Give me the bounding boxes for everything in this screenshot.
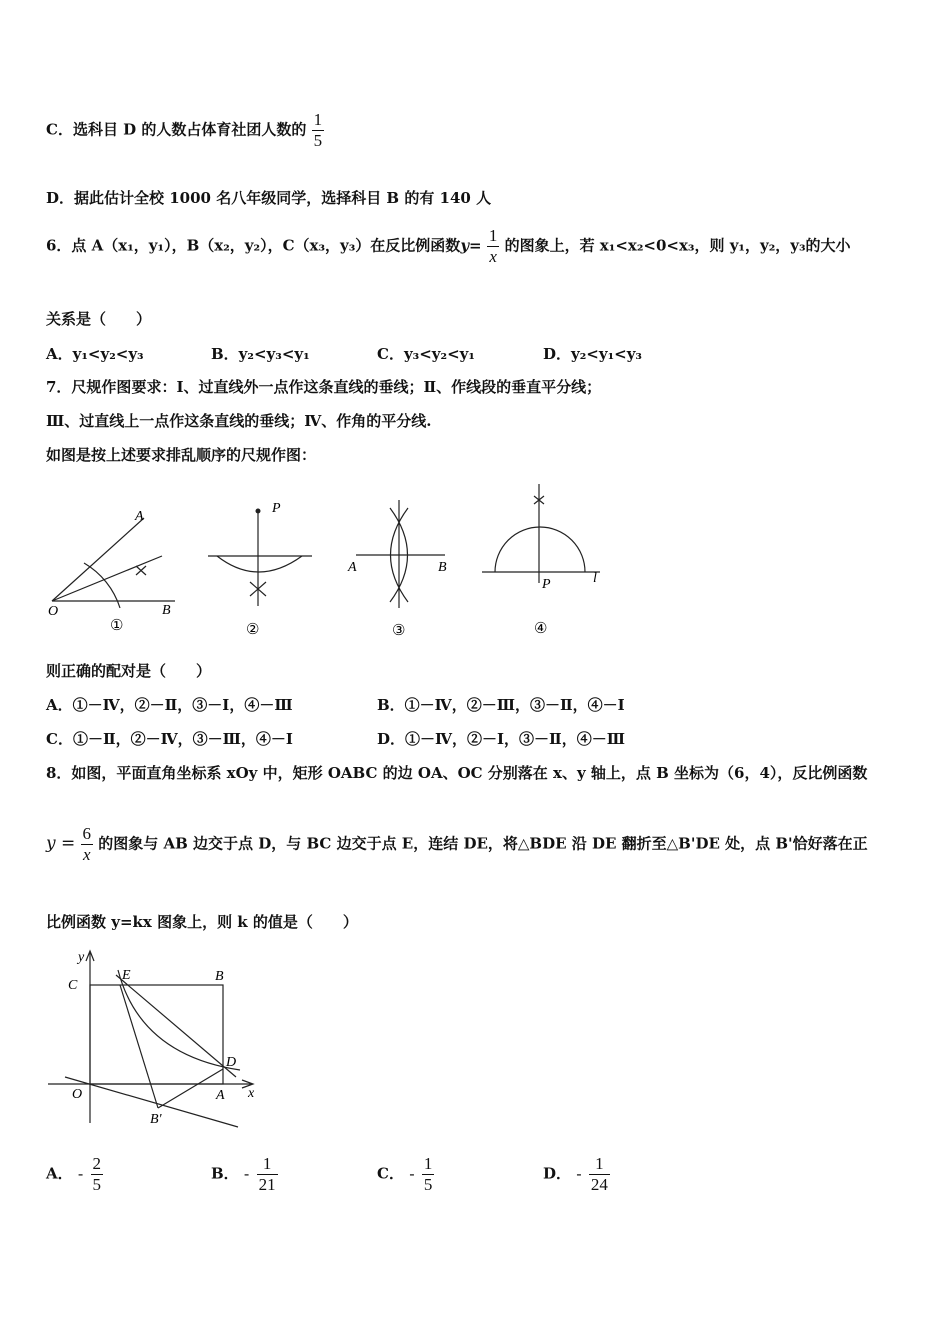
q8-option-a [46,1154,103,1195]
option-sign: - [409,1163,415,1183]
fig2-number: ② [246,622,260,638]
option-fraction [257,1154,278,1195]
option-sign: - [576,1163,582,1183]
q6-part2: 的图象上，若 x₁<x₂<0<x₃，则 y₁，y₂，y₃的大小 [504,236,851,255]
segment-b-prime-d [158,1069,223,1108]
q7-line3: 如图是按上述要求排乱顺序的尺规作图： [46,446,317,464]
label-e: E [122,968,131,983]
q7-option-d: D．①－Ⅳ，②－Ⅰ，③－Ⅱ，④－Ⅲ [377,730,625,748]
option-sign: - [77,1163,84,1183]
option-fraction [91,1154,104,1195]
fig1-cross-mark [136,566,146,575]
q8-option-b [211,1154,278,1195]
q6-line2: 关系是（ ） [46,310,152,328]
q5-option-c-fraction [312,110,325,151]
fraction-denominator: 5 [423,1175,433,1194]
q6-stem [46,226,851,267]
fig4-semicircle [495,527,585,572]
q7-option-b: B．①－Ⅳ，②－Ⅲ，③－Ⅱ，④－Ⅰ [377,696,625,714]
q6-fraction [487,226,500,267]
fraction-denominator: 24 [590,1175,608,1194]
q8-coordinate-figure [40,945,270,1135]
q7-option-c: C．①－Ⅱ，②－Ⅳ，③－Ⅲ，④－Ⅰ [46,730,293,748]
fraction-denominator-x: x [489,247,497,266]
q7-line2: Ⅲ、过直线上一点作这条直线的垂线；Ⅳ、作角的平分线. [46,412,432,430]
q7-option-a: A．①－Ⅳ，②－Ⅱ，③－Ⅰ，④－Ⅲ [46,696,293,714]
fraction-numerator: 1 [423,1154,433,1173]
fraction-denominator [487,246,500,267]
q7-question: 则正确的配对是（ ） [46,662,212,680]
fig2-arc [217,556,302,572]
q8-line2-wrap [46,824,868,865]
label-b-prime: B' [150,1112,162,1127]
figure-3-perpendicular-bisector [356,500,445,608]
label-x: x [248,1086,255,1101]
fraction-denominator: 21 [258,1175,276,1194]
fraction-numerator: 1 [488,226,498,245]
q5-option-d: D．据此估计全校 1000 名八年级同学，选择科目 B 的有 140 人 [46,189,492,207]
q6-option-a: A．y₁<y₂<y₃ [46,345,144,363]
fraction-numerator: 1 [595,1154,604,1173]
q8-line1: 8．如图，平面直角坐标系 xOy 中，矩形 OABC 的边 OA、OC 分别落在 x、y 轴上，点 B 坐标为（6，4），反比例函数 [46,764,868,782]
option-sign: - [243,1163,250,1183]
fraction-denominator: 5 [313,131,323,150]
q6-option-c: C．y₃<y₂<y₁ [377,345,475,363]
option-fraction [589,1154,610,1195]
fig1-bisector [52,556,162,601]
figure-2-perpendicular-from-point [208,510,312,606]
fig1-label-o: O [48,604,59,619]
q5-option-c-text: C．选科目 D 的人数占体育社团人数的 [46,120,307,139]
option-fraction [422,1154,435,1195]
fig1-ray-oa [52,518,144,601]
fig3-label-a: A [348,560,357,575]
fig3-label-b: B [438,560,447,575]
label-c: C [68,978,78,993]
q6-option-d: D．y₂<y₁<y₃ [543,345,643,363]
fig1-label-a: A [135,509,144,524]
fig4-label-p: P [542,577,551,592]
q8-func-y: y = [46,833,76,854]
segment-de [116,975,236,1077]
label-b: B [215,969,224,984]
q7-line1: 7．尺规作图要求：Ⅰ、过直线外一点作这条直线的垂线；Ⅱ、作线段的垂直平分线； [46,378,602,396]
q8-option-d [543,1154,610,1195]
fig2-point-p [256,509,261,514]
fraction-denominator [81,844,94,865]
fig2-label-p: P [272,501,281,516]
fraction-numerator: 1 [313,110,323,129]
q7-construction-figures [40,478,620,648]
q8-line2: 的图象与 AB 边交于点 D，与 BC 边交于点 E，连结 DE，将△BDE 沿 DE 翻折至△B'DE 处，点 B'恰好落在正 [98,834,868,853]
q6-part1: 6．点 A（x₁，y₁），B（x₂，y₂），C（x₃，y₃）在反比例函数 [46,236,461,255]
segment-eb-prime [120,985,158,1108]
q6-y-eq: y= [460,236,482,255]
label-y: y [78,950,85,965]
q8-option-c [377,1154,434,1195]
fraction-numerator: 6 [82,824,91,843]
figure-1-angle-bisector [52,518,175,608]
fig1-label-b: B [162,603,171,618]
fraction-numerator: 1 [262,1154,272,1173]
fig3-number: ③ [392,623,406,639]
q8-func-fraction [81,824,94,865]
q6-option-b: B．y₂<y₃<y₁ [211,345,310,363]
fraction-denominator-x: x [82,845,91,864]
figure-4-perpendicular-on-line [482,484,600,583]
fig4-label-l: l [593,571,597,586]
fraction-denominator: 5 [92,1175,102,1194]
label-a: A [216,1088,225,1103]
fig4-number: ④ [534,621,548,637]
option-label: D． [543,1164,572,1183]
fraction-numerator: 2 [92,1154,102,1173]
q5-option-c [46,110,324,151]
label-o: O [72,1087,83,1102]
option-label: A． [46,1164,73,1183]
label-d: D [226,1055,237,1070]
q8-line3: 比例函数 y=kx 图象上，则 k 的值是（ ） [46,913,358,931]
option-label: C． [377,1164,404,1183]
option-label: B． [211,1164,239,1183]
fig1-number: ① [110,618,124,634]
